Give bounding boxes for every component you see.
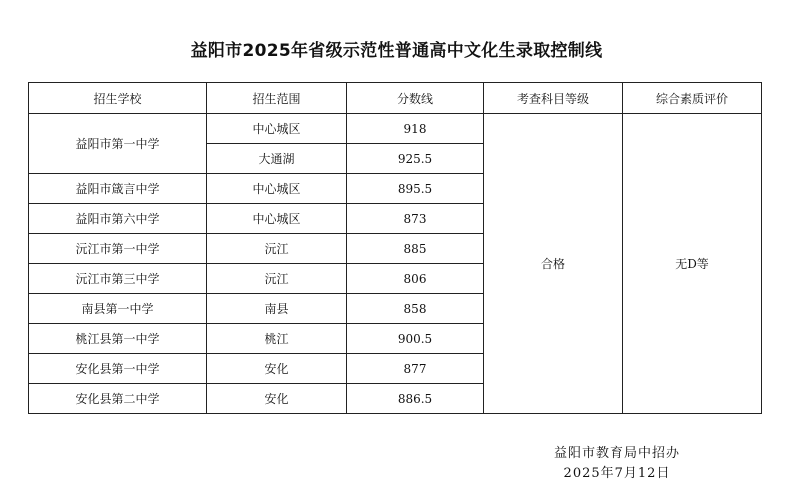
header-subject-grade: 考查科目等级 (484, 83, 623, 114)
school-cell: 桃江县第一中学 (29, 324, 207, 354)
header-quality-eval: 综合素质评价 (623, 83, 762, 114)
range-cell: 沅江 (207, 264, 347, 294)
school-cell: 沅江市第一中学 (29, 234, 207, 264)
score-cell: 873 (347, 204, 484, 234)
school-cell: 益阳市第一中学 (29, 114, 207, 174)
score-cell: 925.5 (347, 144, 484, 174)
range-cell: 安化 (207, 354, 347, 384)
header-row (29, 83, 762, 114)
subject-grade-cell: 合格 (484, 114, 623, 414)
quality-eval-cell: 无D等 (623, 114, 762, 414)
score-cell: 900.5 (347, 324, 484, 354)
school-cell: 安化县第一中学 (29, 354, 207, 384)
issue-date: 2025年7月12日 (563, 466, 671, 481)
school-cell: 益阳市箴言中学 (29, 174, 207, 204)
range-cell: 沅江 (207, 234, 347, 264)
range-cell: 桃江 (207, 324, 347, 354)
score-cell: 886.5 (347, 384, 484, 414)
school-cell: 益阳市第六中学 (29, 204, 207, 234)
range-cell: 南县 (207, 294, 347, 324)
header-score: 分数线 (347, 83, 484, 114)
score-cell: 918 (347, 114, 484, 144)
range-cell: 大通湖 (207, 144, 347, 174)
school-cell: 沅江市第三中学 (29, 264, 207, 294)
header-range: 招生范围 (207, 83, 347, 114)
admission-table (28, 82, 762, 414)
score-cell: 877 (347, 354, 484, 384)
score-cell: 885 (347, 234, 484, 264)
school-cell: 安化县第二中学 (29, 384, 207, 414)
score-cell: 806 (347, 264, 484, 294)
header-school: 招生学校 (29, 83, 207, 114)
table-row (29, 114, 762, 144)
range-cell: 安化 (207, 384, 347, 414)
range-cell: 中心城区 (207, 174, 347, 204)
range-cell: 中心城区 (207, 204, 347, 234)
score-cell: 858 (347, 294, 484, 324)
score-cell: 895.5 (347, 174, 484, 204)
page-title: 益阳市2025年省级示范性普通高中文化生录取控制线 (190, 41, 603, 61)
range-cell: 中心城区 (207, 114, 347, 144)
school-cell: 南县第一中学 (29, 294, 207, 324)
issuing-office: 益阳市教育局中招办 (553, 446, 680, 461)
